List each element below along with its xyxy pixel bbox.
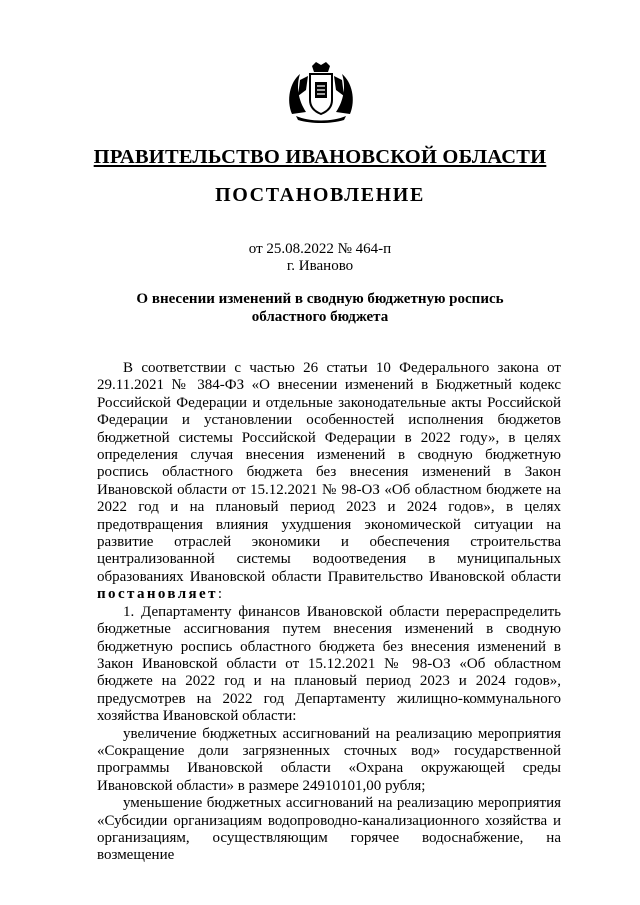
- document-subject: [0, 290, 640, 326]
- document-type: ПОСТАНОВЛЕНИЕ: [215, 184, 425, 206]
- document-meta: [0, 241, 640, 275]
- intro-text: В соответствии с частью 26 статьи 10 Федерального закона от 29.11.2021 № 384-ФЗ «О внесении изменений в Бюджетный кодекс Российской Федерации и отдельные законодательные акты Российской Федерации и установлении особенностей исполнения бюджетов бюджетной системы Российской Федерации в 2022 году», в целях определения случая внесения изменений в сводную бюджетную роспись областного бюджета без внесения изменений в Закон Ивановской области от 15.12.2021 № 98-ОЗ «Об областном бюджете на 2022 год и на плановый период 2023 и 2024 годов», в целях предотвращения влияния ухудшения экономической ситуации на развитие отраслей экономики и обеспечения строительства централизованной системы водоотведения в муниципальных образованиях Ивановской области Правительство Ивановской области: [97, 360, 561, 585]
- decrease-paragraph: уменьшение бюджетных ассигнований на реализацию мероприятия «Субсидии организациям водопроводно-канализационного хозяйства и организациям, осуществляющим горячее водоснабжение, на возмещение: [97, 795, 561, 864]
- item-1-paragraph: 1. Департаменту финансов Ивановской области перераспределить бюджетные ассигнования путем внесения изменений в сводную бюджетную роспись областного бюджета без внесения изменений в Закон Ивановской области от 15.12.2021 № 98-ОЗ «Об областном бюджете на 2022 год и на плановый период 2023 и 2024 годов», предусмотрев на 2022 год Департаменту жилищно-коммунального хозяйства Ивановской области:: [97, 603, 561, 725]
- intro-paragraph: [97, 360, 561, 604]
- document-body: [97, 360, 561, 865]
- organization-name: ПРАВИТЕЛЬСТВО ИВАНОВСКОЙ ОБЛАСТИ: [93, 146, 547, 168]
- decree-word: постановляет: [97, 586, 218, 603]
- decree-suffix: :: [217, 586, 223, 603]
- date-number: от 25.08.2022 № 464-п: [248, 241, 392, 257]
- subject-line-1: О внесении изменений в сводную бюджетную роспись: [136, 291, 504, 307]
- increase-paragraph: увеличение бюджетных ассигнований на реализацию мероприятия «Сокращение доли загрязненных сточных вод» государственной программы Ивановской области «Охрана окружающей среды Ивановской области» в размере 24910101,00 рубля;: [97, 725, 561, 794]
- city: г. Иваново: [286, 258, 354, 274]
- subject-line-2: областного бюджета: [251, 309, 389, 325]
- coat-of-arms-icon: [286, 62, 356, 124]
